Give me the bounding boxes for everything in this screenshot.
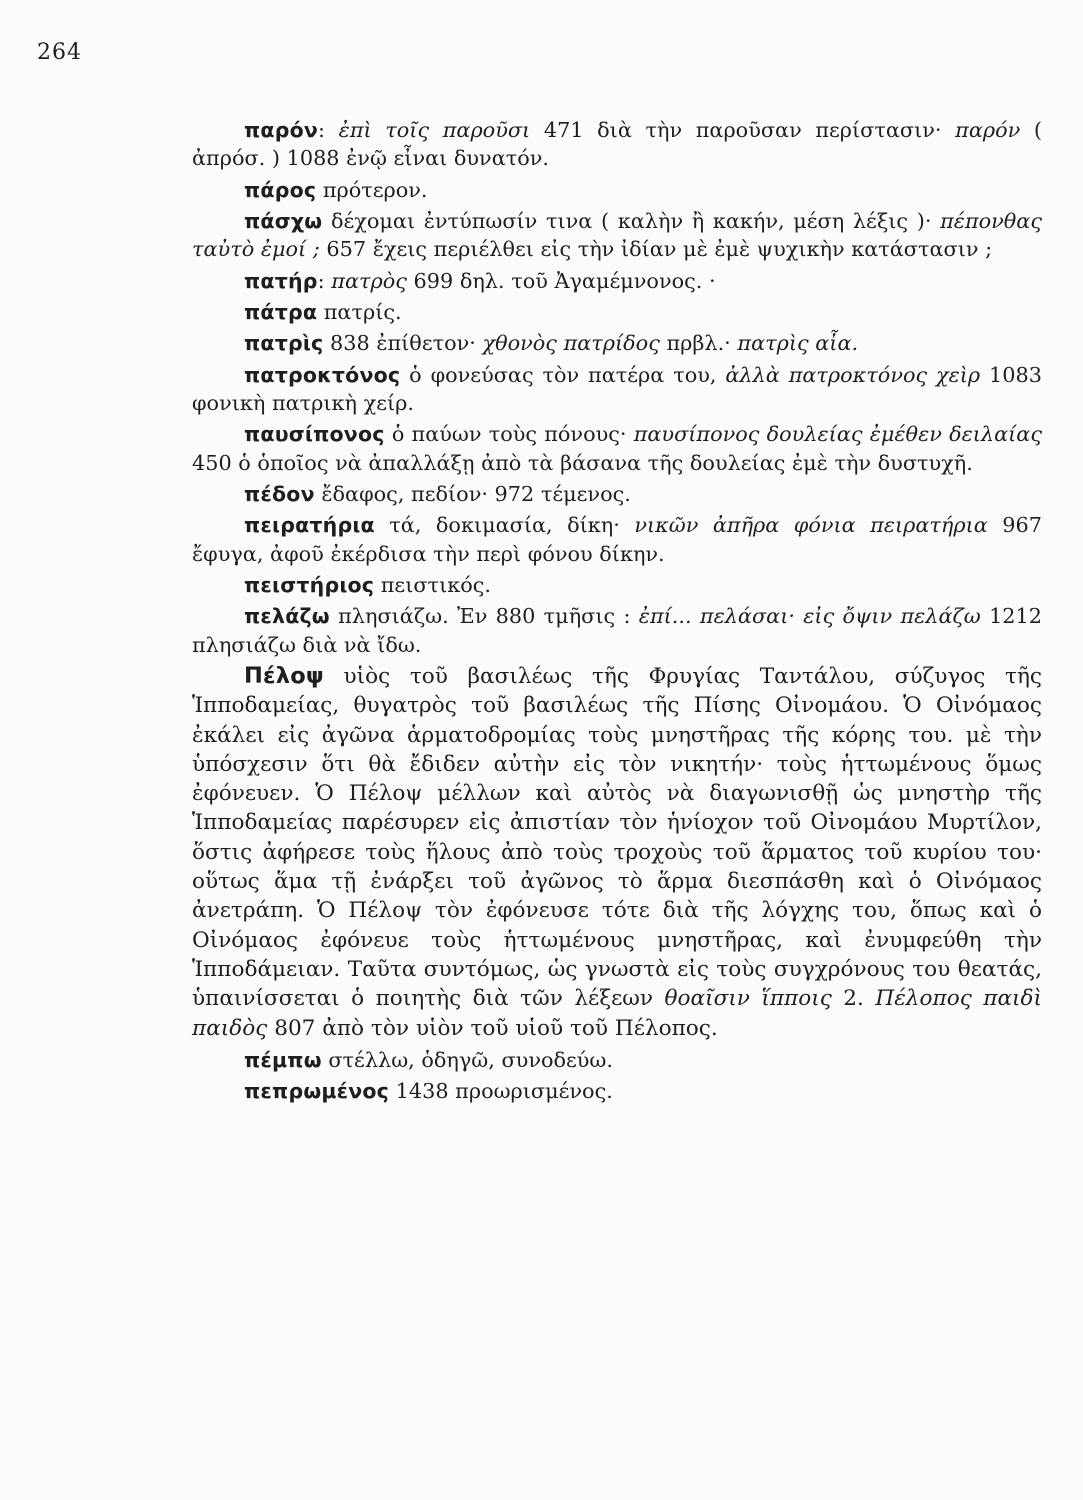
headword: πάρος bbox=[244, 177, 317, 202]
entry-pater: πατήρ: πατρὸς 699 δηλ. τοῦ Ἀγαμέμνονος. · bbox=[244, 268, 716, 293]
page-number: 264 bbox=[37, 40, 82, 65]
headword: πάτρα bbox=[244, 300, 318, 324]
glossary-entries bbox=[192, 116, 1042, 1108]
entry-pausiponos: παυσίπονος ὁ παύων τοὺς πόνους· παυσίπονος δουλείας ἐμέθεν δειλαίας 450 ὁ ὁποῖος νὰ ἀπαλλάξῃ ἀπὸ τὰ βάσανα τῆς δουλείας ἐμὲ τὴν δυστυχῆ. bbox=[192, 422, 1042, 475]
headword: πειρατήρια bbox=[244, 513, 375, 538]
entry-pempo: πέμπω στέλλω, ὁδηγῶ, συνοδεύω. bbox=[244, 1047, 613, 1072]
headword: πελάζω bbox=[244, 604, 330, 629]
entry-pedon: πέδον ἔδαφος, πεδίον· 972 τέμενος. bbox=[244, 482, 631, 506]
entry-patroktonos: πατροκτόνος ὁ φονεύσας τὸν πατέρα του, ἀλλὰ πατροκτόνος χεὶρ 1083 φονικὴ πατρικὴ χείρ. bbox=[192, 362, 1042, 415]
headword: πάσχω bbox=[244, 209, 323, 233]
headword: πειστήριος bbox=[244, 573, 375, 597]
entry-paron: παρόν: ἐπὶ τοῖς παροῦσι 471 διὰ τὴν παροῦσαν περίστασιν· παρόν ( ἀπρόσ. ) 1088 ἐνῷ εἶναι δυνατόν. bbox=[192, 118, 1043, 171]
headword: Πέλοψ bbox=[244, 663, 324, 689]
headword: πατρὶς bbox=[244, 331, 324, 356]
entry-patris: πατρὶς 838 ἐπίθετον· χθονὸς πατρίδος πρβλ.· πατρὶς αἶα. bbox=[244, 331, 859, 356]
entry-pascho: πάσχω δέχομαι ἐντύπωσίν τινα ( καλὴν ἢ κακήν, μέση λέξις )· πέπονθας ταὐτὸ ἐμοί ; 657 ἔχεις περιέλθει εἰς τὴν ἰδίαν μὲ ἐμὲ ψυχικὴν κατάστασιν ; bbox=[192, 209, 1042, 262]
headword: πέδον bbox=[244, 482, 315, 506]
headword: πατήρ bbox=[244, 268, 318, 293]
headword: πεπρωμένος bbox=[244, 1079, 390, 1104]
headword: πέμπω bbox=[244, 1047, 322, 1072]
entry-pelazo: πελάζω πλησιάζω. Ἐν 880 τμῆσις : ἐπί... πελάσαι· εἰς ὄψιν πελάζω 1212 πλησιάζω διὰ νὰ ἴδω. bbox=[192, 604, 1042, 657]
entry-pelops: Πέλοψ υἱὸς τοῦ βασιλέως τῆς Φρυγίας Ταντάλου, σύζυγος τῆς Ἱπποδαμείας, θυγατρὸς τοῦ βασιλέως τῆς Πίσης Οἰνομάου. Ὁ Οἰνόμαος ἐκάλει εἰς ἀγῶνα ἁρματοδρομίας τοὺς μνηστῆρας τῆς κόρης του. μὲ τὴν ὑπόσχεσιν ὅτι θὰ ἔδιδεν αὐτὴν εἰς τὸν νικητήν· τοὺς ἡττωμένους ὅμως ἐφόνευεν. Ὁ Πέλοψ μέλλων καὶ αὐτὸς νὰ διαγωνισθῇ ὡς μνηστὴρ τῆς Ἱπποδαμείας παρέσυρεν εἰς ἀπιστίαν τὸν ἡνίοχον τοῦ Οἰνομάου Μυρτίλον, ὅστις ἀφήρεσε τοὺς ἥλους ἀπὸ τοὺς τροχοὺς τοῦ ἅρματος τοῦ κυρίου του· οὕτως ἅμα τῇ ἐνάρξει τοῦ ἀγῶνος τὸ ἅρμα διεσπάσθη καὶ ὁ Οἰνόμαος ἀνετράπη. Ὁ Πέλοψ τὸν ἐφόνευσε τότε διὰ τῆς λόγχης του, ὅπως καὶ ὁ Οἰνόμαος ἐφόνευε τοὺς ἡττωμένους μνηστῆρας, καὶ ἐνυμφεύθη τὴν Ἱπποδάμειαν. Ταῦτα συντόμως, ὡς γνωστὰ εἰς τοὺς συγχρόνους του θεατάς, ὑπαινίσσεται ὁ ποιητὴς διὰ τῶν λέξεων θοαῖσιν ἵπποις 2. Πέλοπος παιδὶ παιδὸς 807 ἀπὸ τὸν υἱὸν τοῦ υἱοῦ τοῦ Πέλοπος. bbox=[192, 663, 1042, 1041]
entry-patra: πάτρα πατρίς. bbox=[244, 300, 402, 324]
entry-peprommenos: πεπρωμένος 1438 προωρισμένος. bbox=[244, 1079, 613, 1104]
entry-peisterios: πειστήριος πειστικός. bbox=[244, 573, 491, 597]
entry-paros: πάρος πρότερον. bbox=[244, 177, 428, 202]
entry-peirateria: πειρατήρια τά, δοκιμασία, δίκη· νικῶν ἀπῆρα φόνια πειρατήρια 967 ἔφυγα, ἀφοῦ ἐκέρδισα τὴν περὶ φόνου δίκην. bbox=[192, 513, 1042, 566]
headword: πατροκτόνος bbox=[244, 362, 401, 387]
headword: παρόν bbox=[244, 118, 319, 142]
headword: παυσίπονος bbox=[244, 422, 385, 447]
